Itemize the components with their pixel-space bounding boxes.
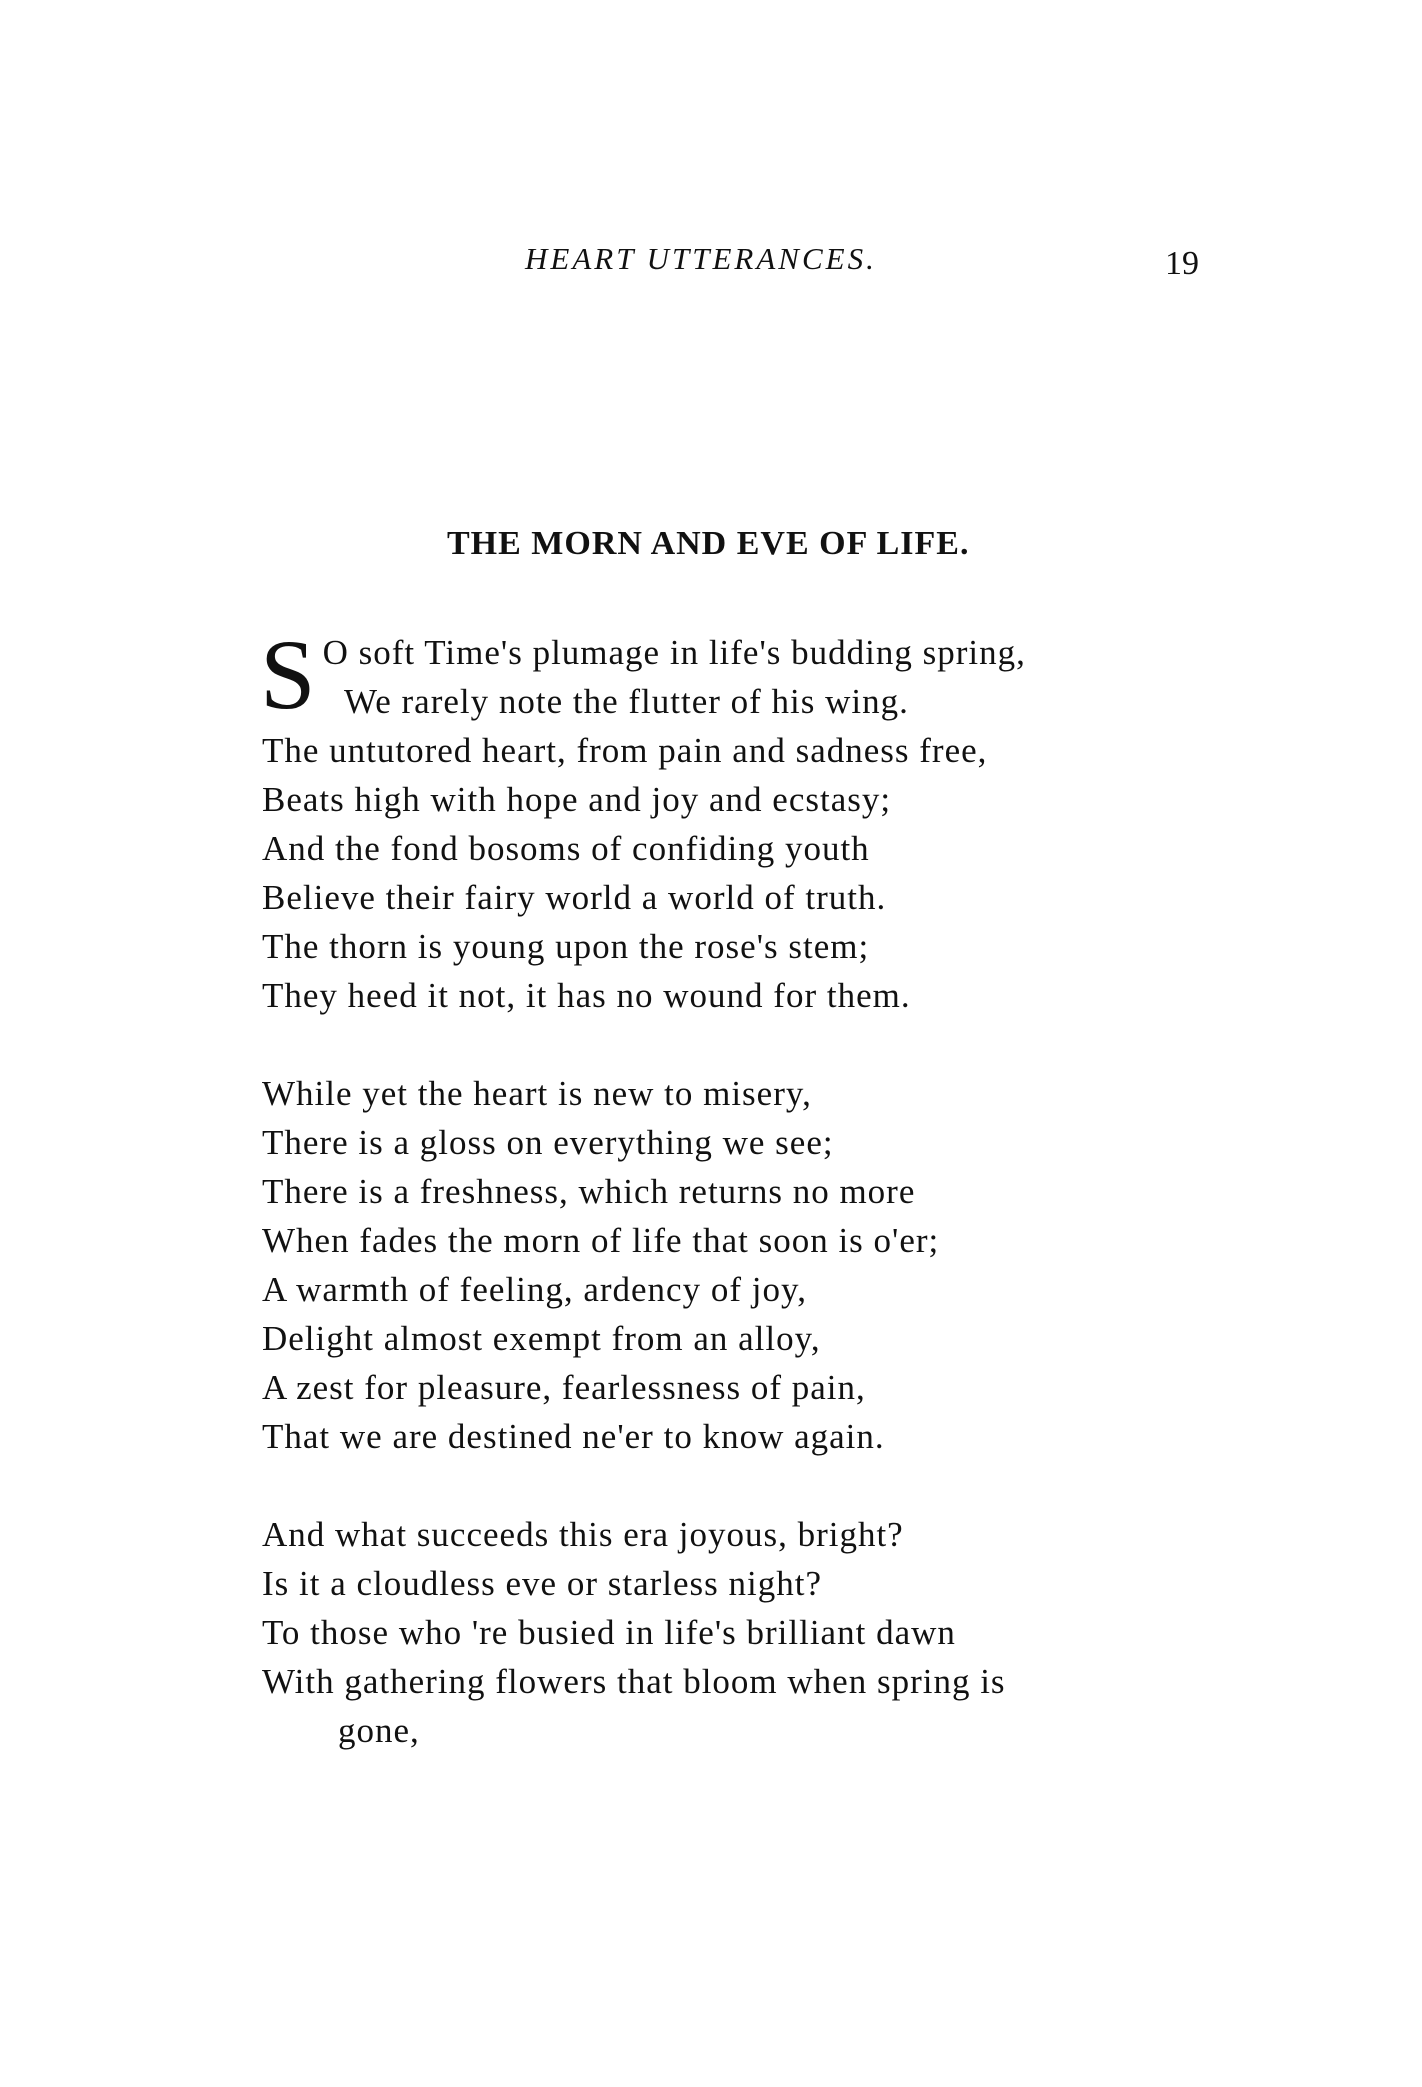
- running-title: HEART UTTERANCES.: [525, 241, 877, 276]
- poem-line: Is it a cloudless eve or starless night?: [262, 1564, 823, 1603]
- poem-line: O soft Time's plumage in life's budding spring,: [322, 633, 1026, 672]
- poem-body: [260, 619, 1322, 1755]
- poem-line: Believe their fairy world a world of truth.: [262, 878, 887, 917]
- poem-line: There is a gloss on everything we see;: [262, 1123, 834, 1162]
- poem-title: THE MORN AND EVE OF LIFE.: [447, 525, 970, 562]
- drop-cap: S: [260, 619, 317, 730]
- poem-line: And what succeeds this era joyous, bright?: [262, 1515, 904, 1554]
- poem-line: We rarely note the flutter of his wing.: [344, 682, 909, 721]
- page-number: 19: [1165, 245, 1199, 282]
- poem-line: They heed it not, it has no wound for them.: [262, 976, 911, 1015]
- poem-line: While yet the heart is new to misery,: [262, 1074, 812, 1113]
- poem-line: When fades the morn of life that soon is o'er;: [262, 1221, 940, 1260]
- poem-line: A zest for pleasure, fearlessness of pain,: [262, 1368, 866, 1407]
- stanza-1: [260, 619, 1322, 1020]
- poem-line-continuation: gone,: [338, 1711, 420, 1750]
- poem-line: And the fond bosoms of confiding youth: [262, 829, 870, 868]
- poem-line: A warmth of feeling, ardency of joy,: [262, 1270, 807, 1309]
- poem-line: Delight almost exempt from an alloy,: [262, 1319, 821, 1358]
- poem-line: With gathering flowers that bloom when spring is: [262, 1662, 1006, 1701]
- stanza-3: [262, 1510, 1322, 1755]
- stanza-2: [262, 1069, 1322, 1461]
- poem-line: The thorn is young upon the rose's stem;: [262, 927, 870, 966]
- poem-line: To those who 're busied in life's brilliant dawn: [262, 1613, 956, 1652]
- poem-line: That we are destined ne'er to know again.: [262, 1417, 885, 1456]
- poem-line: The untutored heart, from pain and sadness free,: [262, 731, 988, 770]
- poem-line: Beats high with hope and joy and ecstasy;: [262, 780, 892, 819]
- poem-line: There is a freshness, which returns no more: [262, 1172, 916, 1211]
